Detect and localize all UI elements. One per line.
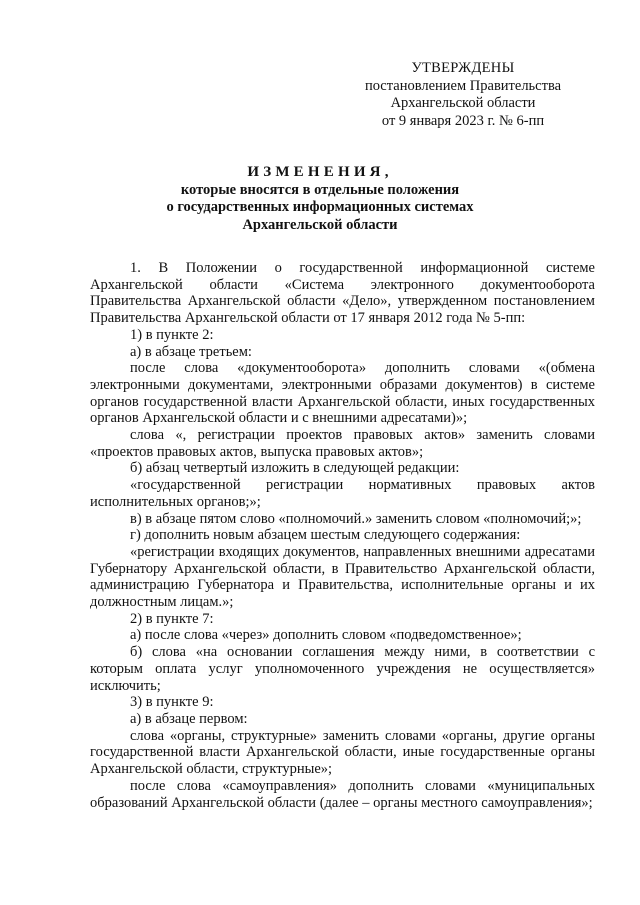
paragraph: «регистрации входящих документов, направленных внешними адресатами Губернатору Архангельской области, в Правительство Архангельской области, администрацию Губернатора и Правительства, исполнительные органы и их должностным лицам.»;	[90, 543, 595, 611]
paragraph: б) слова «на основании соглашения между ними, в соответствии с которым оплата услуг уполномоченного учреждения не осуществляется» исключить;	[90, 644, 595, 694]
title-line-4: Архангельской области	[242, 216, 398, 233]
paragraph: а) в абзаце третьем:	[130, 343, 252, 360]
paragraph: «государственной регистрации нормативных правовых актов исполнительных органов;»;	[90, 477, 595, 510]
paragraph: 1. В Положении о государственной информационной системе Архангельской области «Система электронного документооборота Правительства Архангельской области «Дело», утвержденном постановлением Правительства Архангельской области от 17 января 2012 года № 5-пп:	[90, 260, 595, 327]
approval-stamp	[360, 60, 566, 130]
paragraph: после слова «самоуправления» дополнить словами «муниципальных образований Архангельской области (далее – органы местного самоуправления»;	[90, 777, 595, 811]
paragraph: 2) в пункте 7:	[130, 610, 214, 627]
paragraph: 1) в пункте 2:	[130, 326, 214, 343]
paragraph: слова «, регистрации проектов правовых актов» заменить словами «проектов правовых актов, выпуска правовых актов»;	[90, 427, 595, 460]
paragraph: г) дополнить новым абзацем шестым следующего содержания:	[130, 527, 521, 544]
title-line-2: которые вносятся в отдельные положения	[180, 181, 460, 198]
title-heading: ИЗМЕНЕНИЯ,	[247, 164, 393, 180]
approval-line-3: Архангельской области	[390, 95, 536, 111]
approval-heading: УТВЕРЖДЕНЫ	[411, 60, 515, 76]
approval-line-2: постановлением Правительства	[364, 77, 562, 94]
paragraph: после слова «документооборота» дополнить словами «(обмена электронными документами, электронными образами документов) в системе органов государственной власти Архангельской области, иных государственных органов Архангельской области и с внешними адресатами)»;	[90, 360, 595, 427]
paragraph: б) абзац четвертый изложить в следующей редакции:	[130, 460, 460, 477]
paragraph: слова «органы, структурные» заменить словами «органы, другие органы государственной власти Архангельской области, иные государственные органы Архангельской области, структурные»;	[90, 727, 595, 778]
paragraph: а) в абзаце первом:	[130, 710, 248, 727]
approval-date-line: от 9 января 2023 г. № 6-пп	[381, 112, 545, 129]
paragraph: в) в абзаце пятом слово «полномочий.» заменить словом «полномочий;»;	[130, 510, 582, 527]
document-body	[90, 260, 595, 811]
paragraph: 3) в пункте 9:	[130, 694, 214, 711]
paragraph: а) после слова «через» дополнить словом «подведомственное»;	[130, 627, 522, 644]
document-title	[120, 164, 520, 234]
title-line-3: о государственных информационных системах	[166, 199, 474, 215]
